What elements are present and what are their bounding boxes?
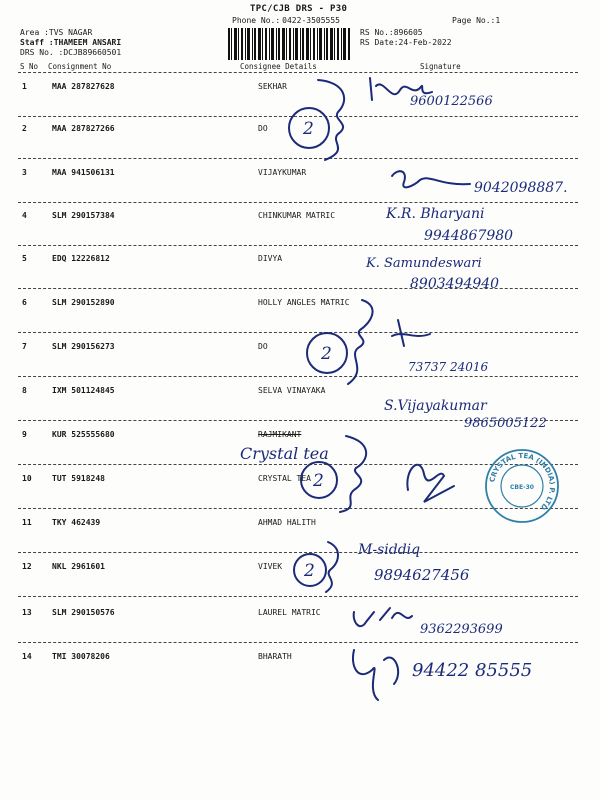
circle-count-label: 2 bbox=[303, 119, 314, 139]
circle-count-label: 2 bbox=[304, 561, 315, 581]
row-divider bbox=[18, 376, 578, 377]
col-consignment: Consignment No bbox=[48, 62, 112, 71]
handwritten-phone: 9865005122 bbox=[464, 416, 547, 431]
table-row bbox=[0, 602, 600, 644]
row-consignment: EDQ 12226812 bbox=[52, 254, 110, 263]
row-consignment: MAA 941506131 bbox=[52, 168, 115, 177]
row-consignee: SELVA VINAYAKA bbox=[258, 386, 326, 395]
row-sno: 8 bbox=[22, 386, 27, 395]
row-sno: 14 bbox=[22, 652, 32, 661]
row-divider bbox=[18, 202, 578, 203]
table-row bbox=[0, 336, 600, 378]
row-consignment: TKY 462439 bbox=[52, 518, 101, 527]
phone-number: 0422-3505555 bbox=[282, 16, 340, 25]
row-sno: 3 bbox=[22, 168, 27, 177]
row-divider bbox=[18, 596, 578, 597]
row-consignment: SLM 290150576 bbox=[52, 608, 115, 617]
row-sno: 2 bbox=[22, 124, 27, 133]
handwritten-name: K.R. Bharyani bbox=[386, 206, 485, 222]
circle-count-label: 2 bbox=[313, 471, 324, 491]
row-consignee: VIJAYKUMAR bbox=[258, 168, 307, 177]
rs-no-line bbox=[360, 28, 423, 37]
rs-date-label: RS Date: bbox=[360, 38, 399, 47]
table-row bbox=[0, 248, 600, 290]
barcode bbox=[228, 28, 350, 60]
circle-count-label: 2 bbox=[321, 344, 332, 364]
table-row bbox=[0, 556, 600, 598]
row-sno: 12 bbox=[22, 562, 32, 571]
col-sno: S No bbox=[20, 62, 39, 71]
staff-label: Staff : bbox=[20, 38, 54, 47]
row-divider bbox=[18, 332, 578, 333]
table-row bbox=[0, 292, 600, 334]
row-consignment: TUT 5918248 bbox=[52, 474, 105, 483]
row-divider bbox=[18, 116, 578, 117]
area-label: Area : bbox=[20, 28, 49, 37]
row-consignment: MAA 287827628 bbox=[52, 82, 115, 91]
rs-date-line bbox=[360, 38, 452, 47]
area-line bbox=[20, 28, 92, 37]
area-value: TVS NAGAR bbox=[48, 28, 93, 37]
row-divider bbox=[18, 642, 578, 643]
drs-line bbox=[20, 48, 121, 57]
drs-label: DRS No. : bbox=[20, 48, 64, 57]
row-sno: 4 bbox=[22, 211, 27, 220]
handwritten-phone: 9042098887. bbox=[474, 180, 568, 196]
row-consignee: SEKHAR bbox=[258, 82, 287, 91]
col-consignee: Consignee Details bbox=[240, 62, 317, 71]
staff-line bbox=[20, 38, 121, 47]
row-sno: 7 bbox=[22, 342, 27, 351]
handwritten-phone: 94422 85555 bbox=[412, 660, 533, 681]
header-divider bbox=[18, 72, 578, 73]
row-consignment: SLM 290152890 bbox=[52, 298, 115, 307]
handwritten-name: K. Samundeswari bbox=[366, 256, 482, 271]
row-divider bbox=[18, 552, 578, 553]
row-consignment: SLM 290157384 bbox=[52, 211, 115, 220]
row-consignee: DO bbox=[258, 342, 268, 351]
col-signature: Signature bbox=[420, 62, 461, 71]
phone-label: Phone No.: bbox=[232, 16, 281, 25]
sheet-title: TPC/CJB DRS - P30 bbox=[250, 4, 348, 14]
row-sno: 13 bbox=[22, 608, 32, 617]
row-consignee: CHINKUMAR MATRIC bbox=[258, 211, 336, 220]
row-consignment: SLM 290156273 bbox=[52, 342, 115, 351]
phone-line bbox=[230, 16, 340, 25]
row-sno: 9 bbox=[22, 430, 27, 439]
row-sno: 5 bbox=[22, 254, 27, 263]
handwritten-phone: 73737 24016 bbox=[408, 360, 489, 374]
handwritten-note: Crystal tea bbox=[240, 444, 329, 463]
row-sno: 11 bbox=[22, 518, 32, 527]
staff-value: THAMEEM ANSARI bbox=[53, 38, 122, 47]
row-divider bbox=[18, 158, 578, 159]
handwritten-phone: 9600122566 bbox=[410, 94, 493, 109]
stamp-center-text: CBE-30 bbox=[510, 484, 534, 491]
page-number: 1 bbox=[495, 16, 501, 25]
rs-date-value: 24-Feb-2022 bbox=[398, 38, 452, 47]
page-label: Page No.: bbox=[452, 16, 496, 25]
handwritten-phone: 9362293699 bbox=[420, 622, 503, 637]
page-number-line bbox=[452, 16, 500, 25]
row-consignment: NKL 2961601 bbox=[52, 562, 105, 571]
drs-value: DCJB89660501 bbox=[63, 48, 122, 57]
rs-no-value: 896605 bbox=[393, 28, 423, 37]
row-sno: 6 bbox=[22, 298, 27, 307]
row-consignee-struck: RAJMIKANT bbox=[258, 430, 302, 439]
row-consignment: KUR 525555680 bbox=[52, 430, 115, 439]
row-consignment: TMI 30078206 bbox=[52, 652, 110, 661]
row-consignment: IXM 501124845 bbox=[52, 386, 115, 395]
handwritten-phone: 9944867980 bbox=[424, 228, 514, 244]
rs-no-label: RS No.: bbox=[360, 28, 394, 37]
handwritten-phone: 8903494940 bbox=[410, 276, 500, 292]
row-consignment: MAA 287827266 bbox=[52, 124, 115, 133]
stamp-ring-text: CRYSTAL TEA (INDIA) P. LTD bbox=[488, 451, 557, 512]
table-row bbox=[0, 118, 600, 160]
row-consignee: VIVEK bbox=[258, 562, 283, 571]
row-consignee: LAUREL MATRIC bbox=[258, 608, 321, 617]
row-consignee: AHMAD HALITH bbox=[258, 518, 316, 527]
row-consignee: HOLLY ANGLES MATRIC bbox=[258, 298, 350, 307]
row-consignee: BHARATH bbox=[258, 652, 292, 661]
handwritten-name: M-siddiq bbox=[358, 542, 421, 558]
row-consignee: DIVYA bbox=[258, 254, 283, 263]
table-row bbox=[0, 76, 600, 118]
row-sno: 1 bbox=[22, 82, 27, 91]
row-sno: 10 bbox=[22, 474, 32, 483]
row-consignee: CRYSTAL TEA bbox=[258, 474, 311, 483]
row-consignee: DO bbox=[258, 124, 268, 133]
handwritten-phone: 9894627456 bbox=[374, 566, 470, 584]
row-divider bbox=[18, 245, 578, 246]
company-stamp bbox=[484, 448, 560, 524]
handwritten-name: S.Vijayakumar bbox=[384, 398, 487, 414]
